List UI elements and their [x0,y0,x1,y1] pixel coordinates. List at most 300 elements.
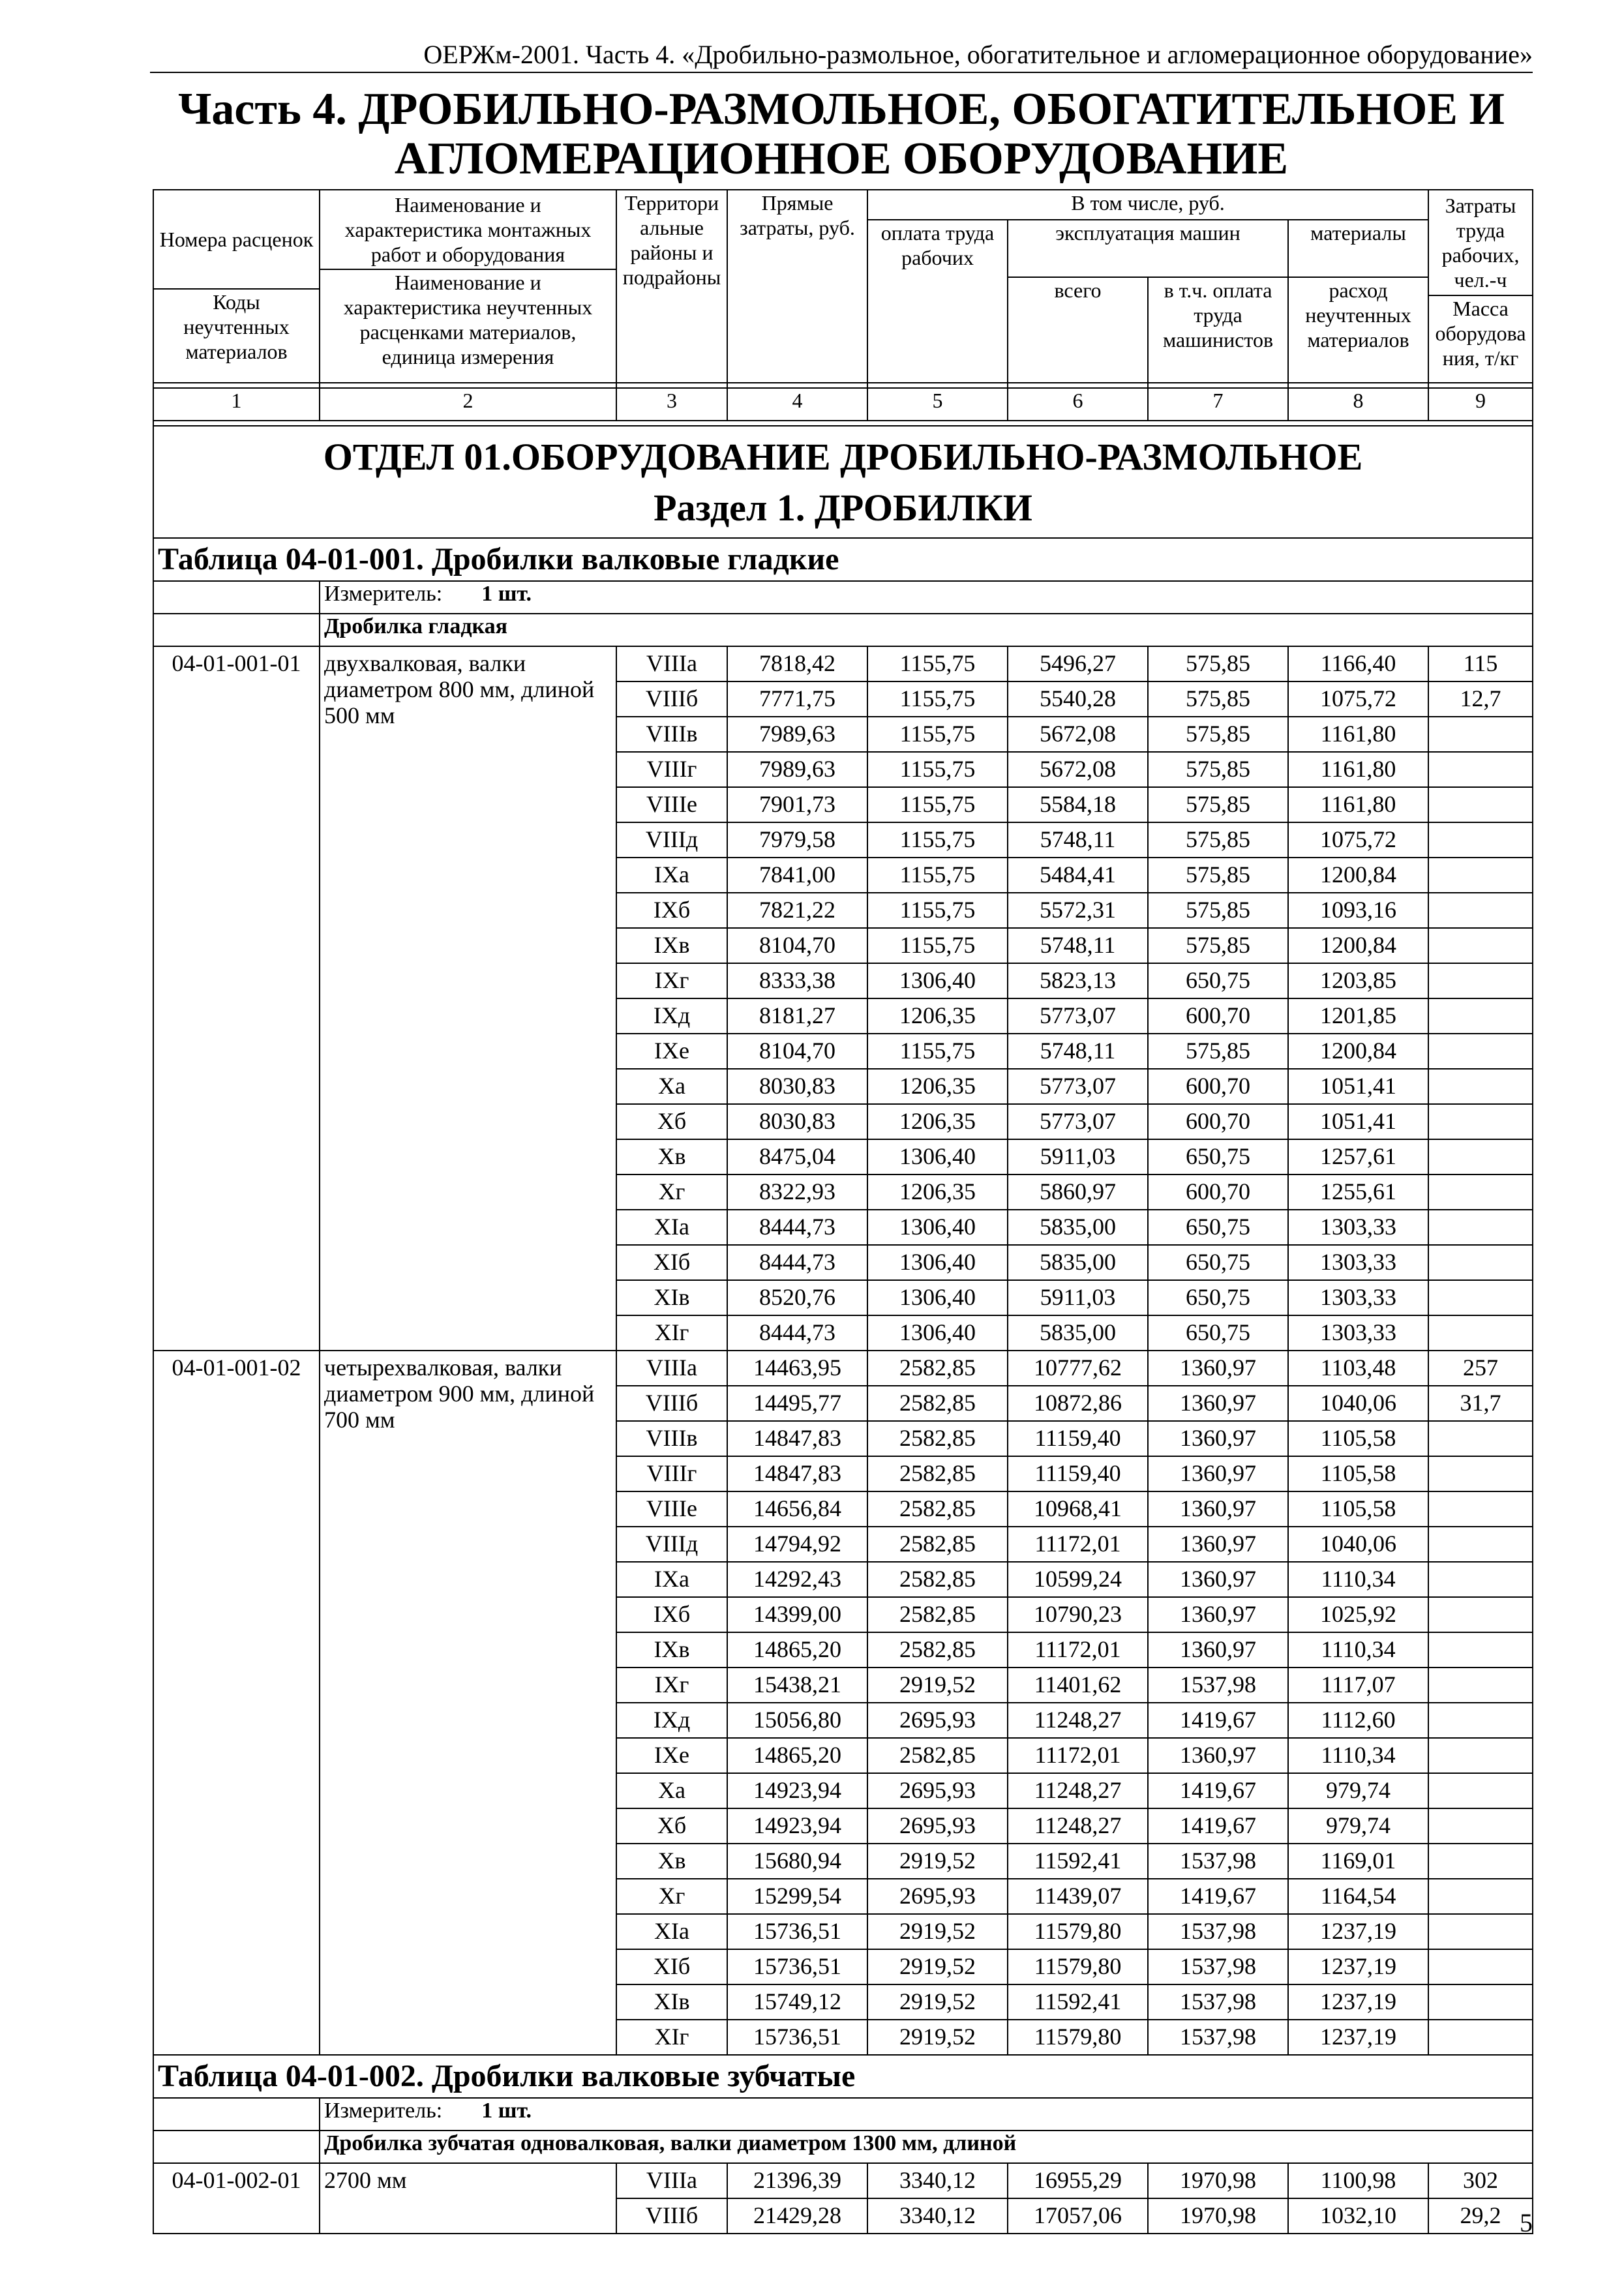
direct-cost-cell: 21429,28 [727,2198,867,2234]
col-number: 4 [727,388,867,421]
machines-total-cell: 11172,01 [1008,1738,1148,1773]
empty-cell [1428,1914,1533,1949]
empty-cell [1428,1421,1533,1456]
direct-cost-cell: 8030,83 [727,1104,867,1139]
labor-pay-cell: 3340,12 [867,2163,1008,2198]
empty-cell [1428,1527,1533,1562]
col-number: 5 [867,388,1008,421]
empty-cell [1428,1738,1533,1773]
header-col1 [153,190,320,383]
territory-cell: VIIIд [616,822,727,858]
labor-pay-cell: 2582,85 [867,1562,1008,1597]
labor-pay-cell: 1206,35 [867,1104,1008,1139]
machinists-pay-cell: 1537,98 [1148,1844,1288,1879]
materials-cell: 1110,34 [1288,1738,1428,1773]
direct-cost-cell: 15736,51 [727,2020,867,2055]
col-number: 7 [1148,388,1288,421]
empty-cell [1428,787,1533,822]
machines-total-cell: 10968,41 [1008,1491,1148,1527]
machines-total-cell: 11159,40 [1008,1456,1148,1491]
materials-cell: 1105,58 [1288,1421,1428,1456]
direct-cost-cell: 14656,84 [727,1491,867,1527]
empty-cell [1428,893,1533,928]
machinists-pay-cell: 600,70 [1148,1104,1288,1139]
direct-cost-cell: 8520,76 [727,1280,867,1315]
empty-cell [1428,822,1533,858]
measure-value: 1 шт. [481,582,532,606]
equipment-mass-cell: 29,2 [1428,2198,1533,2234]
territory-cell: Xг [616,1879,727,1914]
materials-cell: 1025,92 [1288,1597,1428,1632]
labor-pay-cell: 1306,40 [867,1315,1008,1351]
materials-cell: 1303,33 [1288,1245,1428,1280]
labor-pay-cell: 1155,75 [867,752,1008,787]
machines-total-cell: 10872,86 [1008,1386,1148,1421]
empty-cell [1428,1879,1533,1914]
header-col9-top: Затраты труда рабочих, чел.-ч [1429,190,1532,296]
header-materials: материалы [1288,220,1428,277]
materials-cell: 1040,06 [1288,1386,1428,1421]
header-incl: В том числе, руб. [867,190,1428,220]
machinists-pay-cell: 1419,67 [1148,1773,1288,1808]
materials-cell: 1117,07 [1288,1668,1428,1703]
materials-cell: 1075,72 [1288,681,1428,717]
empty-cell [1428,1245,1533,1280]
machinists-pay-cell: 1537,98 [1148,2020,1288,2055]
machines-total-cell: 11248,27 [1008,1773,1148,1808]
direct-cost-cell: 14865,20 [727,1632,867,1668]
machinists-pay-cell: 575,85 [1148,717,1288,752]
territory-cell: VIIIа [616,1351,727,1386]
materials-cell: 1103,48 [1288,1351,1428,1386]
materials-cell: 1201,85 [1288,998,1428,1034]
direct-cost-cell: 8181,27 [727,998,867,1034]
direct-cost-cell: 7901,73 [727,787,867,822]
materials-cell: 1237,19 [1288,2020,1428,2055]
machines-total-cell: 11579,80 [1008,1914,1148,1949]
machines-total-cell: 5748,11 [1008,822,1148,858]
materials-cell: 1237,19 [1288,1984,1428,2020]
materials-cell: 979,74 [1288,1773,1428,1808]
materials-cell: 1200,84 [1288,928,1428,963]
measure-spacer [153,581,320,614]
labor-pay-cell: 2919,52 [867,1914,1008,1949]
running-head: ОЕРЖм-2001. Часть 4. «Дробильно-размольное, обогатительное и агломерационное оборудование» [150,39,1533,73]
territory-cell: Xб [616,1104,727,1139]
materials-cell: 1164,54 [1288,1879,1428,1914]
table-title: Таблица 04-01-002. Дробилки валковые зубчатые [153,2055,1533,2098]
machinists-pay-cell: 575,85 [1148,787,1288,822]
header-col1-top: Номера расценок [154,190,319,290]
header-col6: всего [1008,277,1148,383]
machinists-pay-cell: 650,75 [1148,1245,1288,1280]
table-title: Таблица 04-01-001. Дробилки валковые гладкие [153,538,1533,581]
machinists-pay-cell: 575,85 [1148,928,1288,963]
machines-total-cell: 5773,07 [1008,1069,1148,1104]
materials-cell: 1051,41 [1288,1104,1428,1139]
territory-cell: IXб [616,1597,727,1632]
empty-cell [1428,1034,1533,1069]
territory-cell: VIIIе [616,1491,727,1527]
direct-cost-cell: 14463,95 [727,1351,867,1386]
labor-pay-cell: 1306,40 [867,1139,1008,1174]
machines-total-cell: 5748,11 [1008,928,1148,963]
machines-total-cell: 11248,27 [1008,1808,1148,1844]
header-gap [153,383,1533,388]
territory-cell: IXд [616,1703,727,1738]
empty-cell [1428,717,1533,752]
col-number: 8 [1288,388,1428,421]
direct-cost-cell: 7979,58 [727,822,867,858]
machinists-pay-cell: 650,75 [1148,963,1288,998]
materials-cell: 1040,06 [1288,1527,1428,1562]
materials-cell: 1257,61 [1288,1139,1428,1174]
materials-cell: 1303,33 [1288,1315,1428,1351]
machinists-pay-cell: 1419,67 [1148,1808,1288,1844]
measure-value: 1 шт. [481,2099,532,2123]
territory-cell: VIIIа [616,646,727,681]
territory-cell: XIб [616,1949,727,1984]
direct-cost-cell: 7989,63 [727,717,867,752]
machinists-pay-cell: 1419,67 [1148,1703,1288,1738]
labor-pay-cell: 1155,75 [867,787,1008,822]
machines-total-cell: 11592,41 [1008,1984,1148,2020]
empty-cell [1428,963,1533,998]
rate-name: двухвалковая, валки диаметром 800 мм, длиной 500 мм [320,646,616,1351]
machines-total-cell: 5572,31 [1008,893,1148,928]
materials-cell: 1303,33 [1288,1210,1428,1245]
direct-cost-cell: 15736,51 [727,1949,867,1984]
territory-cell: Xа [616,1069,727,1104]
direct-cost-cell: 15438,21 [727,1668,867,1703]
labor-pay-cell: 2582,85 [867,1386,1008,1421]
labor-pay-cell: 1306,40 [867,1280,1008,1315]
labor-pay-cell: 2695,93 [867,1808,1008,1844]
header-col1-bottom: Коды неучтенных материалов [183,290,290,363]
labor-pay-cell: 2695,93 [867,1703,1008,1738]
empty-cell [1428,1808,1533,1844]
territory-cell: IXа [616,1562,727,1597]
empty-cell [1428,1844,1533,1879]
materials-cell: 1203,85 [1288,963,1428,998]
machines-total-cell: 5748,11 [1008,1034,1148,1069]
machinists-pay-cell: 600,70 [1148,998,1288,1034]
territory-cell: IXе [616,1738,727,1773]
machines-total-cell: 11401,62 [1008,1668,1148,1703]
col-number: 2 [320,388,616,421]
direct-cost-cell: 15299,54 [727,1879,867,1914]
header-col2 [320,190,616,383]
measure-cell [320,581,1533,614]
machinists-pay-cell: 1360,97 [1148,1562,1288,1597]
territory-cell: IXг [616,1668,727,1703]
page-number: 5 [1520,2208,1533,2237]
machines-total-cell: 17057,06 [1008,2198,1148,2234]
direct-cost-cell: 14794,92 [727,1527,867,1562]
direct-cost-cell: 15056,80 [727,1703,867,1738]
empty-cell [1428,1597,1533,1632]
empty-cell [1428,1668,1533,1703]
subheading-row [153,614,1533,646]
machines-total-cell: 5860,97 [1008,1174,1148,1210]
territory-cell: VIIIг [616,1456,727,1491]
empty-cell [1428,2020,1533,2055]
direct-cost-cell: 14865,20 [727,1738,867,1773]
machinists-pay-cell: 1360,97 [1148,1597,1288,1632]
measure-spacer [153,2098,320,2131]
empty-cell [1428,752,1533,787]
empty-cell [1428,1139,1533,1174]
territory-cell: VIIIб [616,1386,727,1421]
empty-cell [1428,1210,1533,1245]
empty-cell [1428,928,1533,963]
rate-code: 04-01-001-01 [153,646,320,1351]
subheading-row [153,2131,1533,2163]
measure-row [153,2098,1533,2131]
empty-cell [1428,1456,1533,1491]
materials-cell: 1161,80 [1288,787,1428,822]
machinists-pay-cell: 1360,97 [1148,1351,1288,1386]
empty-cell [1428,858,1533,893]
territory-cell: XIг [616,1315,727,1351]
territory-cell: Xв [616,1139,727,1174]
territory-cell: VIIIб [616,2198,727,2234]
machinists-pay-cell: 1970,98 [1148,2163,1288,2198]
labor-pay-cell: 2582,85 [867,1527,1008,1562]
machinists-pay-cell: 575,85 [1148,858,1288,893]
machinists-pay-cell: 1537,98 [1148,1914,1288,1949]
labor-pay-cell: 1155,75 [867,893,1008,928]
machines-total-cell: 5911,03 [1008,1280,1148,1315]
machinists-pay-cell: 650,75 [1148,1280,1288,1315]
machines-total-cell: 11579,80 [1008,1949,1148,1984]
empty-cell [1428,1562,1533,1597]
territory-cell: IXв [616,928,727,963]
header-col7: в т.ч. оплата труда машинистов [1148,277,1288,383]
materials-cell: 1169,01 [1288,1844,1428,1879]
territory-cell: XIа [616,1210,727,1245]
machines-total-cell: 5835,00 [1008,1245,1148,1280]
labor-pay-cell: 2919,52 [867,1984,1008,2020]
territory-cell: XIб [616,1245,727,1280]
labor-pay-cell: 1306,40 [867,1245,1008,1280]
table-row [153,2163,1533,2198]
labor-pay-cell: 2582,85 [867,1421,1008,1456]
machinists-pay-cell: 575,85 [1148,822,1288,858]
header-col2-bottom: Наименование и характеристика неучтенных расценками материалов, единица измерения [343,271,593,368]
territory-cell: XIа [616,1914,727,1949]
territory-cell: VIIIв [616,1421,727,1456]
equipment-mass-cell: 12,7 [1428,681,1533,717]
materials-cell: 1161,80 [1288,752,1428,787]
header-row-1 [153,190,1533,220]
machinists-pay-cell: 1970,98 [1148,2198,1288,2234]
direct-cost-cell: 8104,70 [727,1034,867,1069]
empty-cell [1428,998,1533,1034]
measure-cell [320,2098,1533,2131]
subheading-spacer [153,614,320,646]
header-col8: расход неучтенных материалов [1288,277,1428,383]
labor-pay-cell: 2695,93 [867,1773,1008,1808]
machinists-pay-cell: 1360,97 [1148,1491,1288,1527]
equipment-mass-cell: 31,7 [1428,1386,1533,1421]
labor-pay-cell: 2582,85 [867,1632,1008,1668]
direct-cost-cell: 14495,77 [727,1386,867,1421]
machinists-pay-cell: 575,85 [1148,1034,1288,1069]
title-line-2: АГЛОМЕРАЦИОННОЕ ОБОРУДОВАНИЕ [394,134,1289,184]
territory-cell: IXб [616,893,727,928]
header-col4: Прямые затраты, руб. [727,190,867,383]
territory-cell: VIIIа [616,2163,727,2198]
measure-label: Измеритель: [324,582,443,606]
machinists-pay-cell: 575,85 [1148,681,1288,717]
labor-pay-cell: 2919,52 [867,2020,1008,2055]
direct-cost-cell: 15736,51 [727,1914,867,1949]
header-col3: Территори альные районы и подрайоны [616,190,727,383]
labor-pay-cell: 1155,75 [867,717,1008,752]
machines-total-cell: 11248,27 [1008,1703,1148,1738]
labor-hours-cell: 257 [1428,1351,1533,1386]
direct-cost-cell: 8444,73 [727,1245,867,1280]
machines-total-cell: 10777,62 [1008,1351,1148,1386]
direct-cost-cell: 7989,63 [727,752,867,787]
direct-cost-cell: 14399,00 [727,1597,867,1632]
measure-row [153,581,1533,614]
empty-cell [1428,1104,1533,1139]
labor-pay-cell: 2582,85 [867,1456,1008,1491]
direct-cost-cell: 14847,83 [727,1456,867,1491]
direct-cost-cell: 8475,04 [727,1139,867,1174]
section-row [153,426,1533,538]
territory-cell: VIIIб [616,681,727,717]
machines-total-cell: 11159,40 [1008,1421,1148,1456]
materials-cell: 1200,84 [1288,858,1428,893]
machines-total-cell: 5773,07 [1008,998,1148,1034]
machines-total-cell: 10790,23 [1008,1597,1148,1632]
labor-pay-cell: 1206,35 [867,998,1008,1034]
machines-total-cell: 5584,18 [1008,787,1148,822]
col-number: 9 [1428,388,1533,421]
machinists-pay-cell: 1419,67 [1148,1879,1288,1914]
materials-cell: 1303,33 [1288,1280,1428,1315]
territory-cell: Xв [616,1844,727,1879]
empty-cell [1428,1315,1533,1351]
territory-cell: IXг [616,963,727,998]
machines-total-cell: 5773,07 [1008,1104,1148,1139]
materials-cell: 1105,58 [1288,1456,1428,1491]
materials-cell: 1051,41 [1288,1069,1428,1104]
materials-cell: 1200,84 [1288,1034,1428,1069]
machines-total-cell: 5496,27 [1008,646,1148,681]
empty-cell [1428,1491,1533,1527]
labor-pay-cell: 2919,52 [867,1668,1008,1703]
labor-pay-cell: 2919,52 [867,1949,1008,1984]
subsection-title: Раздел 1. ДРОБИЛКИ [654,486,1032,529]
territory-cell: Xг [616,1174,727,1210]
header-col9 [1428,190,1533,383]
labor-pay-cell: 1155,75 [867,681,1008,717]
direct-cost-cell: 14923,94 [727,1773,867,1808]
machinists-pay-cell: 650,75 [1148,1315,1288,1351]
direct-cost-cell: 7821,22 [727,893,867,928]
document-title [150,85,1533,184]
rate-code: 04-01-001-02 [153,1351,320,2055]
machinists-pay-cell: 1360,97 [1148,1632,1288,1668]
materials-cell: 1161,80 [1288,717,1428,752]
direct-cost-cell: 15749,12 [727,1984,867,2020]
machines-total-cell: 16955,29 [1008,2163,1148,2198]
empty-cell [1428,1984,1533,2020]
measure-label: Измеритель: [324,2099,443,2123]
territory-cell: XIв [616,1984,727,2020]
labor-pay-cell: 1206,35 [867,1174,1008,1210]
empty-cell [1428,1949,1533,1984]
machinists-pay-cell: 575,85 [1148,752,1288,787]
direct-cost-cell: 8322,93 [727,1174,867,1210]
territory-cell: XIг [616,2020,727,2055]
subheading: Дробилка гладкая [320,614,1533,646]
materials-cell: 1255,61 [1288,1174,1428,1210]
machinists-pay-cell: 600,70 [1148,1174,1288,1210]
direct-cost-cell: 21396,39 [727,2163,867,2198]
machines-total-cell: 5484,41 [1008,858,1148,893]
materials-cell: 1093,16 [1288,893,1428,928]
machines-total-cell: 5672,08 [1008,752,1148,787]
direct-cost-cell: 8444,73 [727,1315,867,1351]
labor-pay-cell: 1155,75 [867,646,1008,681]
machinists-pay-cell: 1360,97 [1148,1456,1288,1491]
labor-pay-cell: 3340,12 [867,2198,1008,2234]
table-row [153,646,1533,681]
territory-cell: VIIIг [616,752,727,787]
direct-cost-cell: 8333,38 [727,963,867,998]
materials-cell: 1110,34 [1288,1562,1428,1597]
materials-cell: 1032,10 [1288,2198,1428,2234]
machinists-pay-cell: 1360,97 [1148,1738,1288,1773]
machines-total-cell: 11172,01 [1008,1527,1148,1562]
col-number: 6 [1008,388,1148,421]
direct-cost-cell: 14923,94 [727,1808,867,1844]
labor-pay-cell: 2582,85 [867,1597,1008,1632]
territory-cell: IXа [616,858,727,893]
labor-hours-cell: 115 [1428,646,1533,681]
labor-pay-cell: 1306,40 [867,1210,1008,1245]
machines-total-cell: 11592,41 [1008,1844,1148,1879]
column-numbers-row [153,388,1533,421]
labor-pay-cell: 2582,85 [867,1351,1008,1386]
labor-hours-cell: 302 [1428,2163,1533,2198]
territory-cell: IXв [616,1632,727,1668]
labor-pay-cell: 1155,75 [867,858,1008,893]
materials-cell: 1110,34 [1288,1632,1428,1668]
subheading-spacer [153,2131,320,2163]
machinists-pay-cell: 650,75 [1148,1139,1288,1174]
labor-pay-cell: 2582,85 [867,1738,1008,1773]
machines-total-cell: 11579,80 [1008,2020,1148,2055]
empty-cell [1428,1703,1533,1738]
empty-cell [1428,1069,1533,1104]
rate-name: 2700 мм [320,2163,616,2234]
machinists-pay-cell: 650,75 [1148,1210,1288,1245]
materials-cell: 1075,72 [1288,822,1428,858]
machines-total-cell: 5835,00 [1008,1210,1148,1245]
header-machines: эксплуатация машин [1008,220,1288,277]
empty-cell [1428,1280,1533,1315]
subheading: Дробилка зубчатая одновалковая, валки диаметром 1300 мм, длиной [320,2131,1533,2163]
machines-total-cell: 5823,13 [1008,963,1148,998]
col-number: 1 [153,388,320,421]
direct-cost-cell: 14292,43 [727,1562,867,1597]
